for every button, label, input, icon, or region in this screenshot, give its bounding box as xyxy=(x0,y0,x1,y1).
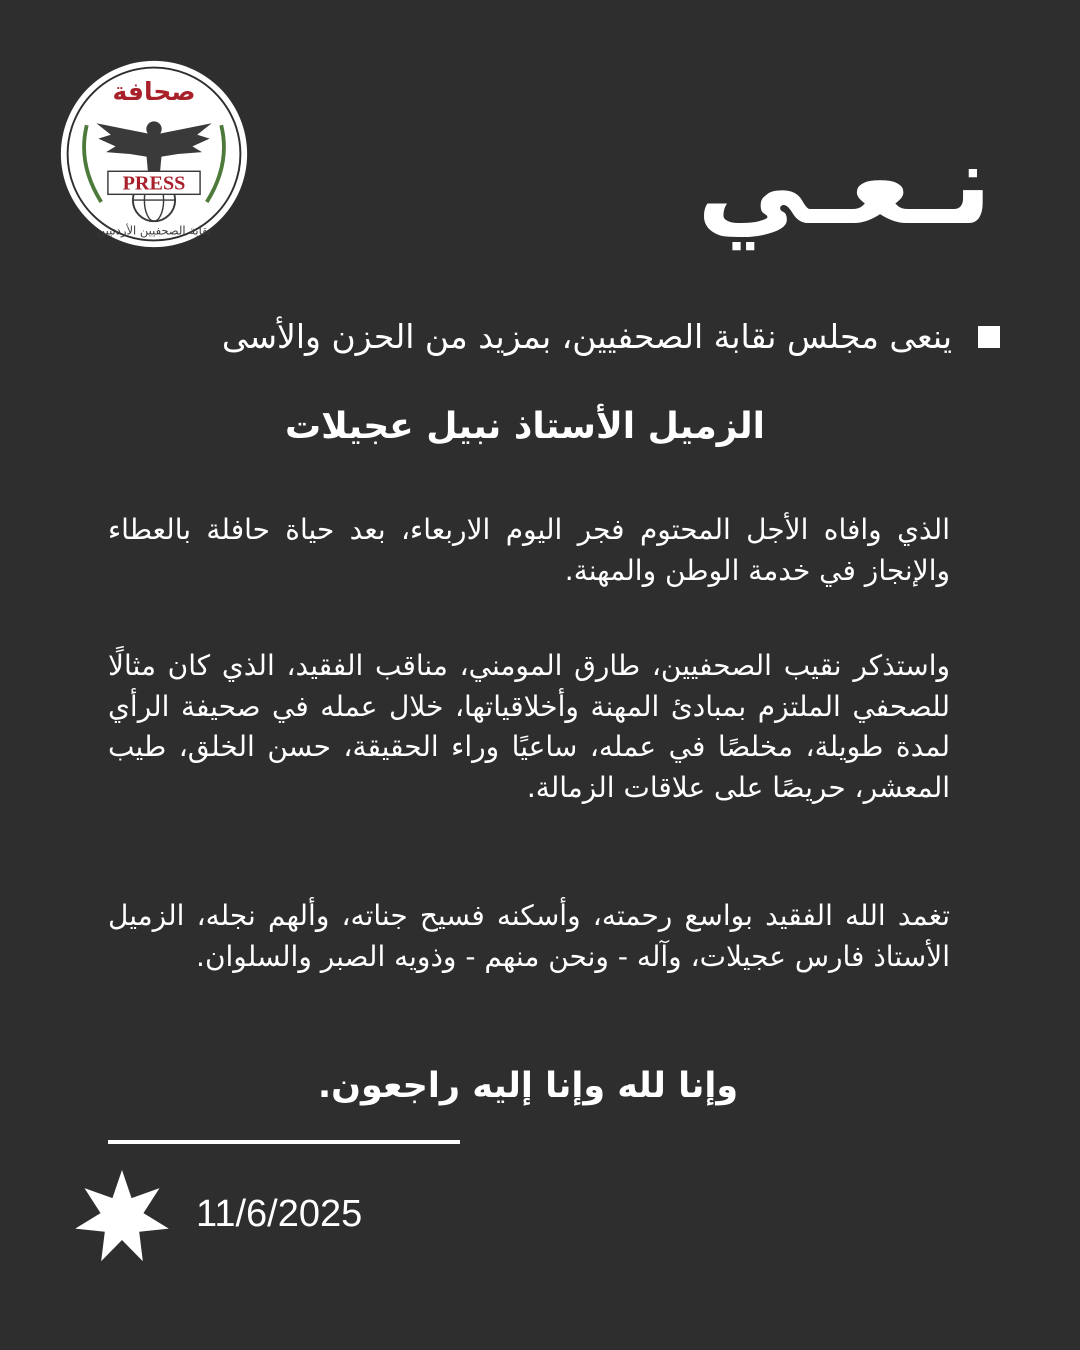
paragraph-1: الذي وافاه الأجل المحتوم فجر اليوم الاربعاء، بعد حياة حافلة بالعطاء والإنجاز في خدمة الوطن والمهنة. xyxy=(108,513,950,587)
intro-text: ينعى مجلس نقابة الصحفيين، بمزيد من الحزن والأسى xyxy=(221,317,952,356)
logo-arabic-text: صحافة xyxy=(112,77,196,107)
date: 11/6/2025 xyxy=(196,1193,363,1235)
square-bullet-icon xyxy=(978,326,1000,348)
page-title: نـعـي xyxy=(696,120,992,250)
seven-point-star-icon xyxy=(72,1168,172,1268)
logo-ring-text: نقابة الصحفيين الأردنيين xyxy=(96,223,212,238)
press-syndicate-logo xyxy=(58,58,250,250)
closing-text: وإنا لله وإنا إليه راجعون. xyxy=(317,1066,739,1106)
paragraph-3: تغمد الله الفقيد بواسع رحمته، وأسكنه فسيح جناته، وألهم نجله، الزميل الأستاذ فارس عجيلات، وآله - ونحن منهم - وذويه الصبر والسلوان. xyxy=(108,899,950,973)
intro-row xyxy=(100,314,1000,360)
paragraph-2: واستذكر نقيب الصحفيين، طارق المومني، مناقب الفقيد، الذي كان مثالًا للصحفي الملتزم بمبادئ المهنة وأخلاقياتها، خلال عمله في صحيفة الرأي لمدة طويلة، مخلصًا في عمله، ساعيًا وراء الحقيقة، حسن الخلق، طيب المعشر، حريصًا على علاقات الزمالة. xyxy=(108,649,950,804)
logo-press-text: PRESS xyxy=(122,172,186,195)
divider xyxy=(108,1140,460,1144)
deceased-name: الزميل الأستاذ نبيل عجيلات xyxy=(285,406,765,447)
